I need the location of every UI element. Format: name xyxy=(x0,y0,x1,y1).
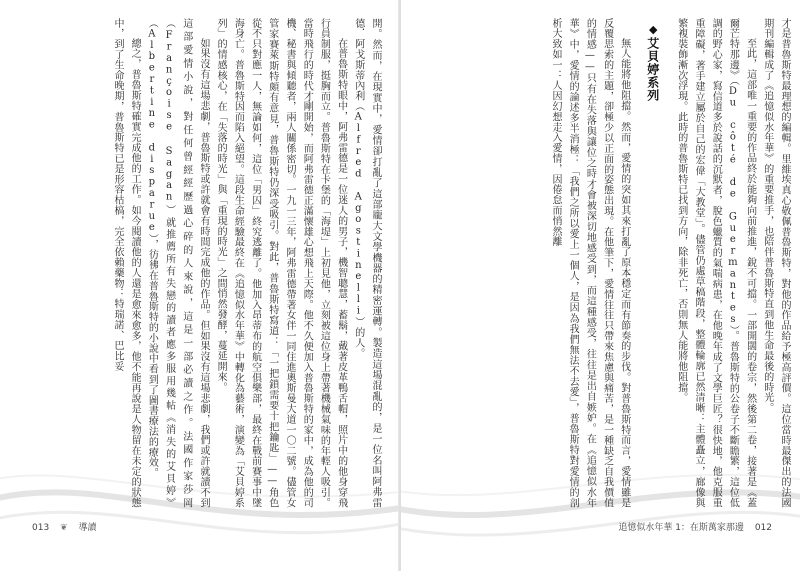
paragraph: 無人能將他阻擋。然而，愛情的突如其來打亂了原本穩定而有節奏的步伐。對普魯斯特而言，愛情雖是反覆思索的主題，卻極少以正面的姿態出現。在他筆下，愛情往往只帶來焦慮與痛苦，是一種缺乏自我價值的情感——只有在失落與讓位之時才會被深切地感受到，而這種感受，往往是出自嫉妒。在《追憶似水年華》中，愛情的論述多半消極：「我們之所以愛上一個人，是因為我們無法不去愛」，普魯斯特對愛情的剖析大致如一：人因幻想走入愛情，因倦怠而悄然離 xyxy=(549,18,630,508)
section-heading xyxy=(644,18,662,508)
chapter-ornament-icon: ❦ xyxy=(60,523,68,533)
left-page-footer xyxy=(28,520,101,533)
paragraph: 如果沒有這場悲劇，普魯斯特或許就會有時間完成他的作品。但如果沒有這場悲劇，我們或許就讀不到這部愛情小說，對任何曾經經歷過心碎的人來說，這是一部必讀之作。法國作家莎岡（Françoise Sagan）就推薦所有失戀的讀者應多服用幾帖《消失的艾貝婷》（Albertine disparue），彷彿在普魯斯特的小說中看到了圖書療法的療效。 xyxy=(146,18,209,508)
paragraph: 才是普魯斯特最理想的編輯。里維埃真心敬佩普魯斯特，對他的作品給予極高評價。這位當時最傑出的法國期刊編輯成了《追憶似水年華》的重要推手，也陪伴普魯斯特直到他生命最後的時光。 xyxy=(761,18,790,508)
paragraph: 開。然而，在現實中，愛情卻打亂了這部龐大文學機器的精密運轉。製造這場混亂的，是一位名叫阿弗雷德．阿戈斯蒂內利（Alfred Agostinelli）的人。 xyxy=(352,18,381,508)
paragraph: 在普魯斯特眼中，阿弗雷德是一位迷人的男子，機智聰慧，蓄鬍，戴著皮革鴨舌帽，照片中的他身穿飛行員制服，挺胸而立。普魯斯特在卡堡的「海堤」上初見他，立刻被這位身上帶著機械氣味的年輕人吸引。當時飛行的時代才剛開始，而阿弗雷德正滿懷雄心想飛上天際。他不久便加入普魯斯特的家中，成為他的司機、秘書與傾聽者，兩人關係密切。一九一三年，阿弗雷德帶著女伴一同住進奧斯曼大道一〇二號。儘管女管家賽萊斯特頗有意見，普魯斯特仍深受吸引。對此，普魯斯特寫道：「一把鎖需要十把鑰匙」——角色從不只對應一人，無論如何，這位「男囚」終究逃離了。他加入昂蒂布的航空俱樂部，最終在戰前賽事中墜海身亡。普魯斯特因而陷入絕望。這段生命經驗最終在《追憶似水年華》中轉化為藝術，演變為「艾貝婷系列」的情感核心，在「失落的時光」與「重現的時光」之間悄然發酵，蔓延開來。 xyxy=(215,18,347,508)
section-heading-text: 艾貝婷系列 xyxy=(645,36,660,102)
diamond-bullet-icon: ◆ xyxy=(646,22,660,37)
left-page-body xyxy=(16,18,384,508)
page-number: 012 xyxy=(754,523,772,533)
right-page-footer xyxy=(614,520,776,533)
running-title: 追憶似水年華 1：在斯萬家那邊 xyxy=(618,523,744,533)
paragraph: 總之，普魯斯特確實完成他的工作。如今閱讀他的人還是愈來愈多，他不能再說是人物留在未定的狀態中，到了生命晚期，普魯斯特已是形容枯槁，完全依賴藥物：特瑞諾、巴比妥 xyxy=(111,18,141,508)
left-page xyxy=(0,0,399,571)
page-number: 013 xyxy=(32,523,50,533)
chapter-label: 導讀 xyxy=(78,523,97,533)
paragraph: 至此，這部唯一重要的作品終於能夠向前推進，銳不可擋。一部開闊的卷宗，然後第二卷，接著是《蓋爾芒特那邊》（Du côté de Guermantes）。普魯斯特的公卷子不斷瞻繁，這位低調的野心家，寫信道多於說話的沉默者，脫色蠟質的氣喘病患，在他晚年成了文學巨匠？很快地，他克服重重障礙，著手建立屬於自己的宏偉「大教堂」。儘管仍處草稿階段，整體輪廓已然清晰：主體矗立，廊像與繁複裝飾漸次浮現。此時的普魯斯特已找到方向，除非死亡，否則無人能將他阻擋。 xyxy=(675,18,756,508)
right-page xyxy=(401,0,800,571)
right-page-body xyxy=(409,18,793,508)
